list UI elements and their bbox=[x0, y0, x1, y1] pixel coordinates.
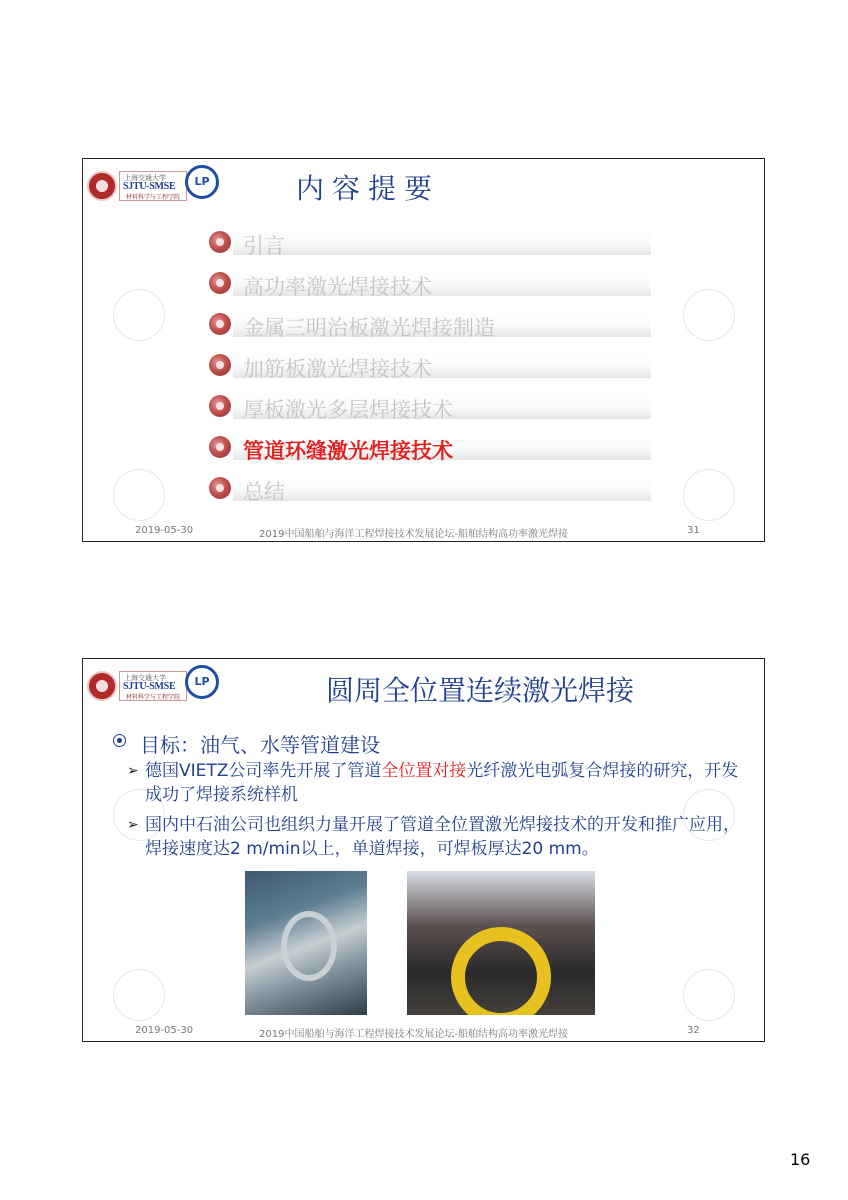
footer-slide-number: 32 bbox=[687, 1025, 700, 1036]
toc-item-label: 总结 bbox=[243, 480, 285, 504]
watermark-icon bbox=[683, 969, 735, 1021]
officials-with-pipe-ring-photo bbox=[407, 871, 595, 1015]
footer-date: 2019-05-30 bbox=[135, 525, 194, 536]
sjtu-smse-logo: 上海交通大学 SJTU-SMSE 材料科学与工程学院 LP bbox=[87, 663, 217, 707]
watermark-icon bbox=[683, 469, 735, 521]
footer-event: 2019中国船舶与海洋工程焊接技术发展论坛-船舶结构高功率激光焊接 bbox=[259, 1029, 569, 1040]
university-seal-icon bbox=[87, 171, 117, 201]
seal-bullet-icon bbox=[209, 395, 231, 417]
arrow-bullet-icon: ➢ bbox=[127, 817, 139, 833]
toc-item-label: 厚板激光多层焊接技术 bbox=[243, 398, 453, 422]
toc-item-label: 金属三明治板激光焊接制造 bbox=[243, 316, 495, 340]
footer-slide-number: 31 bbox=[687, 525, 700, 536]
watermark-icon bbox=[113, 969, 165, 1021]
seal-bullet-icon bbox=[209, 313, 231, 335]
university-seal-icon bbox=[87, 671, 117, 701]
seal-bullet-icon bbox=[209, 354, 231, 376]
watermark-icon bbox=[683, 289, 735, 341]
watermark-icon bbox=[113, 289, 165, 341]
bullet-circle-icon bbox=[113, 734, 126, 747]
toc-item bbox=[209, 475, 649, 504]
bullet-goal: 目标：油气、水等管道建设 bbox=[113, 729, 380, 758]
slide-title: 圆周全位置连续激光焊接 bbox=[326, 674, 635, 707]
sjtu-smse-logo: 上海交通大学 SJTU-SMSE 材料科学与工程学院 LP bbox=[87, 163, 217, 207]
arrow-bullet-icon: ➢ bbox=[127, 763, 139, 779]
seal-bullet-icon bbox=[209, 231, 231, 253]
footer-date: 2019-05-30 bbox=[135, 1025, 194, 1036]
page-number: 16 bbox=[790, 1150, 811, 1169]
toc-item-label: 管道环缝激光焊接技术 bbox=[243, 439, 453, 463]
seal-bullet-icon bbox=[209, 436, 231, 458]
seal-bullet-icon bbox=[209, 272, 231, 294]
toc-item bbox=[209, 434, 649, 463]
toc-item bbox=[209, 270, 649, 299]
sub-bullet-cnpc: ➢ 国内中石油公司也组织力量开展了管道全位置激光焊接技术的开发和推广应用，焊接速度达2 m/min以上，单道焊接，可焊板厚达20 mm。 bbox=[127, 815, 740, 859]
toc-item-label: 引言 bbox=[243, 234, 285, 258]
toc-item bbox=[209, 352, 649, 381]
slide-32 bbox=[82, 658, 765, 1042]
toc-item-label: 高功率激光焊接技术 bbox=[243, 275, 432, 299]
slide-title: 内容提要 bbox=[296, 172, 441, 205]
toc-item bbox=[209, 311, 649, 340]
watermark-icon bbox=[113, 469, 165, 521]
slide-31 bbox=[82, 158, 765, 542]
toc-item bbox=[209, 229, 649, 258]
seal-bullet-icon bbox=[209, 477, 231, 499]
institute-badge-icon: LP bbox=[185, 165, 219, 199]
toc-item-label: 加筋板激光焊接技术 bbox=[243, 357, 432, 381]
pipe-welding-machine-photo bbox=[245, 871, 367, 1015]
footer-event: 2019中国船舶与海洋工程焊接技术发展论坛-船舶结构高功率激光焊接 bbox=[259, 529, 569, 540]
toc-item bbox=[209, 393, 649, 422]
institute-badge-icon: LP bbox=[185, 665, 219, 699]
sub-bullet-vietz: ➢ 德国VIETZ公司率先开展了管道全位置对接光纤激光电弧复合焊接的研究，开发成功了焊接系统样机 bbox=[127, 761, 739, 805]
